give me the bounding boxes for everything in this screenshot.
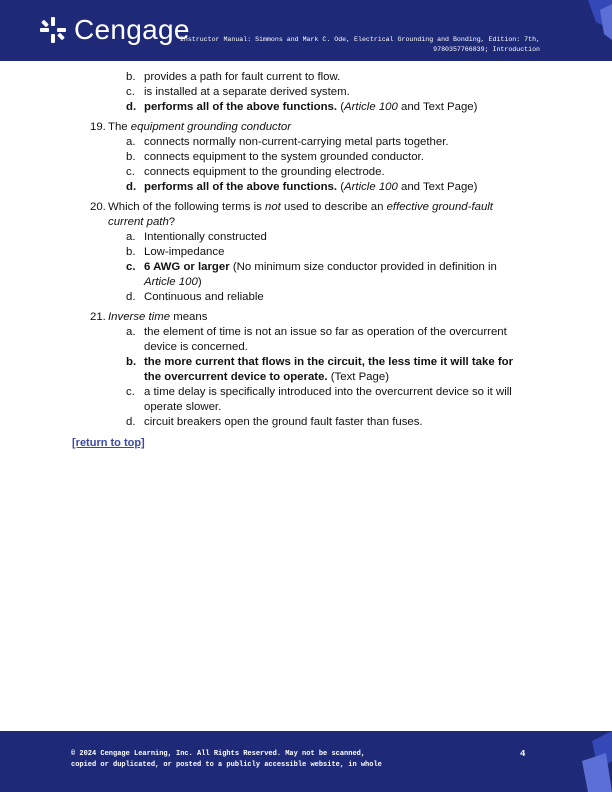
question-20 xyxy=(90,200,530,305)
option-20a: a. Intentionally constructed xyxy=(126,231,267,243)
page-number: 4 xyxy=(520,749,526,759)
question-18-continued xyxy=(90,70,530,115)
question-stem: 21. Inverse time means xyxy=(90,311,208,323)
option-18b: b. provides a path for fault current to flow. xyxy=(126,71,341,83)
question-stem: 20. Which of the following terms is not used to describe an effective ground-fault current path? xyxy=(90,201,493,228)
option-21d: d. circuit breakers open the ground fault faster than fuses. xyxy=(126,416,423,428)
return-to-top-link[interactable]: [return to top] xyxy=(72,437,145,449)
citation-line-1: Instructor Manual: Simmons and Mark C. Ode, Electrical Grounding and Bonding, Edition: 7th, xyxy=(179,36,540,43)
option-19b: b. connects equipment to the system grounded conductor. xyxy=(126,151,424,163)
citation-line-2: 9780357766839; Introduction xyxy=(433,45,540,53)
answer-key: performs all of the above functions. xyxy=(144,181,338,193)
logo-wordmark: Cengage xyxy=(74,14,190,45)
cengage-asterisk-icon xyxy=(38,15,68,45)
header-citation xyxy=(70,35,540,54)
option-19d-answer: d. performs all of the above functions. (Article 100 and Text Page) xyxy=(126,181,478,193)
option-21b-answer: b. the more current that flows in the circuit, the less time it will take for the overcurrent device to operate. (Text Page) xyxy=(126,356,514,383)
option-21c: c. a time delay is specifically introduced into the overcurrent device so it will operate slower. xyxy=(126,386,512,413)
page-content xyxy=(0,70,612,451)
copyright-notice: © 2024 Cengage Learning, Inc. All Rights Reserved. May not be scanned, copied or duplicated, or posted to a publicly accessible website, in whole xyxy=(71,750,382,769)
option-20d: d. Continuous and reliable xyxy=(126,291,264,303)
option-19c: c. connects equipment to the grounding electrode. xyxy=(126,166,385,178)
page-header xyxy=(0,0,612,61)
option-21a: a. the element of time is not an issue so far as operation of the overcurrent device is concerned. xyxy=(126,326,507,353)
answer-key: the more current that flows in the circuit, the less time it will take for the overcurrent device to operate. xyxy=(144,356,514,383)
option-20b: b. Low-impedance xyxy=(126,246,225,258)
question-stem: 19. The equipment grounding conductor xyxy=(90,121,292,133)
option-18d-answer: d. performs all of the above functions. (Article 100 and Text Page) xyxy=(126,101,478,113)
answer-key: performs all of the above functions. xyxy=(144,101,338,113)
answer-key: 6 AWG or larger xyxy=(144,261,230,273)
header-decoration-shape xyxy=(548,0,612,61)
option-20c-answer: c. 6 AWG or larger (No minimum size conductor provided in definition in Article 100) xyxy=(126,261,497,288)
page-footer xyxy=(0,731,612,792)
question-21 xyxy=(90,310,530,430)
question-19 xyxy=(90,120,530,195)
option-18c: c. is installed at a separate derived system. xyxy=(126,86,350,98)
option-19a: a. connects normally non-current-carrying metal parts together. xyxy=(126,136,449,148)
footer-decoration-shape xyxy=(562,731,612,792)
